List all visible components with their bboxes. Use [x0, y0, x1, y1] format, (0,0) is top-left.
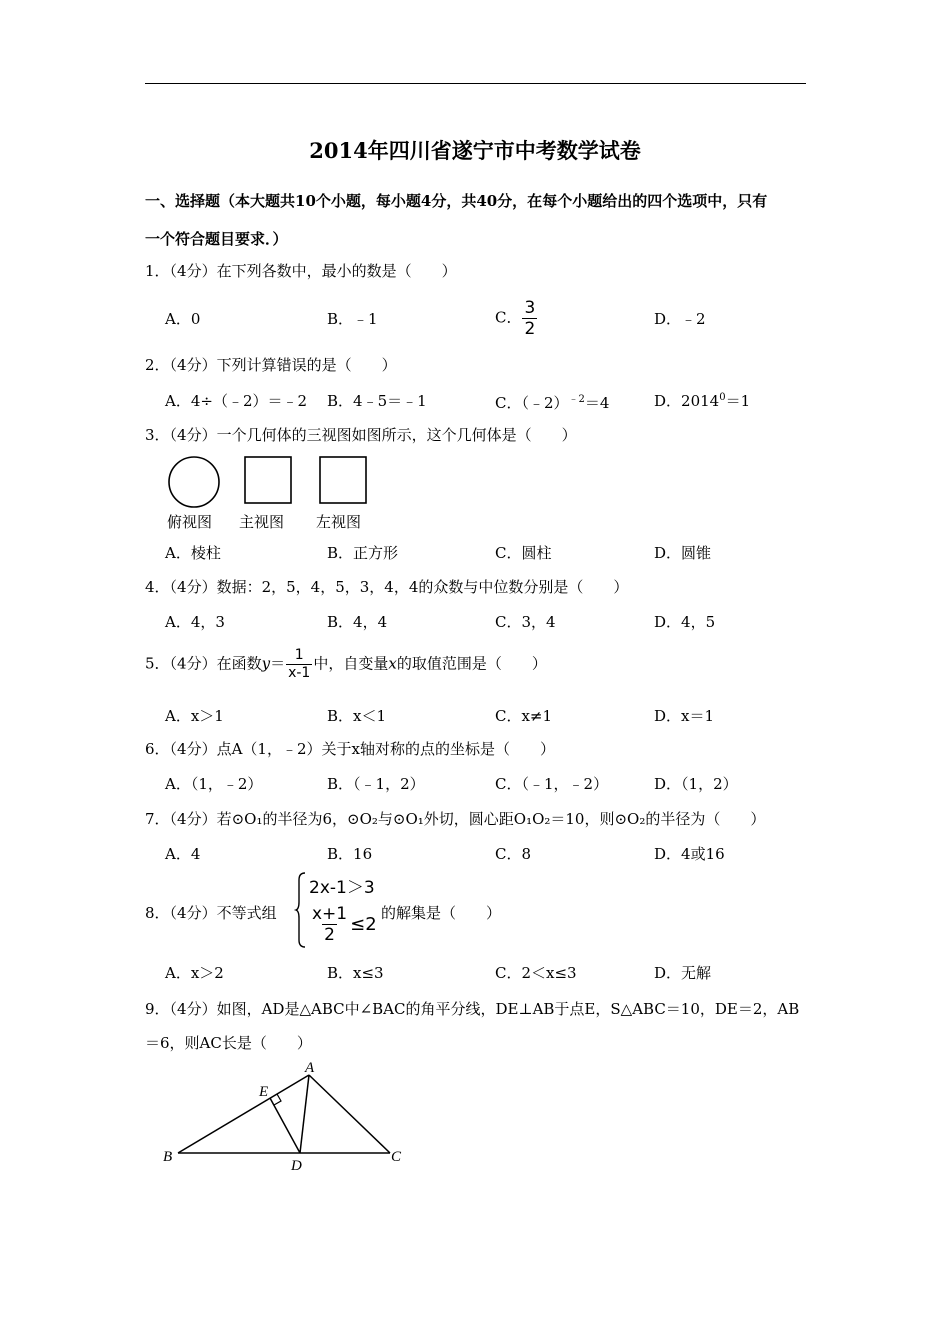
vertex-label-a: A — [305, 1060, 315, 1076]
triangle-figure — [160, 1058, 420, 1178]
q8-brace — [296, 872, 306, 948]
q5-fraction: $\frac{1}{x-1}$ — [288, 647, 311, 681]
view-caption-front: 主视图 — [239, 513, 285, 531]
vertex-label-d: D — [291, 1158, 302, 1174]
q8-option-b: B．x≤3 — [327, 964, 384, 982]
q5-option-c: C．x≠1 — [495, 707, 553, 725]
q1-option-c-label: C． — [495, 308, 522, 327]
front-view-square — [245, 457, 291, 503]
q8-inequality-2: $\frac{x+1}{2}$ ≤2 — [312, 904, 377, 945]
q8-stem-post: 的解集是（ ） — [381, 904, 502, 922]
q8-stem-pre: 8．（4分）不等式组 — [145, 904, 277, 922]
q1-option-c — [495, 298, 538, 339]
section-heading-line2: 一个符合题目要求．） — [145, 230, 288, 248]
q4-stem: 4．（4分）数据：2，5，4，5，3，4，4的众数与中位数分别是（ ） — [145, 578, 629, 596]
q4-option-b: B．4，4 — [327, 613, 388, 631]
q6-stem: 6．（4分）点A（1，﹣2）关于x轴对称的点的坐标是（ ） — [145, 740, 555, 758]
q3-stem: 3．（4分）一个几何体的三视图如图所示，这个几何体是（ ） — [145, 426, 577, 444]
vertex-label-e: E — [259, 1084, 269, 1100]
q9-stem-line2: ＝6，则AC长是（ ） — [145, 1034, 312, 1052]
q4-option-d: D．4，5 — [654, 613, 716, 631]
vertex-label-b: B — [163, 1149, 173, 1165]
page-title: 2014年四川省遂宁市中考数学试卷 — [309, 138, 641, 163]
q6-option-d: D．（1，2） — [654, 775, 738, 793]
q1-fraction: $\frac{3}{2}$ — [524, 298, 536, 339]
q3-option-b: B．正方形 — [327, 544, 399, 562]
q9-stem-line1: 9．（4分）如图，AD是△ABC中∠BAC的角平分线，DE⊥AB于点E，S△ABC＝10，DE＝2，AB — [145, 1000, 800, 1018]
view-caption-side: 左视图 — [316, 513, 362, 531]
three-views-figure — [160, 452, 380, 512]
q7-option-c: C．8 — [495, 845, 532, 863]
q1-option-b: B．﹣1 — [327, 310, 378, 328]
q3-option-a: A．棱柱 — [165, 544, 221, 562]
segment-ad — [300, 1075, 309, 1153]
q6-option-a: A．（1，﹣2） — [165, 775, 263, 793]
q2-option-b: B．4﹣5＝﹣1 — [327, 392, 427, 410]
header-rule — [145, 83, 806, 84]
q2-stem: 2．（4分）下列计算错误的是（ ） — [145, 356, 397, 374]
q5-option-b: B．x＜1 — [327, 707, 387, 725]
q4-option-c: C．3，4 — [495, 613, 556, 631]
q7-stem: 7．（4分）若⊙O₁的半径为6，⊙O₂与⊙O₁外切，圆心距O₁O₂＝10，则⊙O₂的半径为（ ） — [145, 810, 766, 828]
view-caption-top: 俯视图 — [167, 513, 213, 531]
q3-option-c: C．圆柱 — [495, 544, 552, 562]
q4-option-a: A．4，3 — [165, 613, 225, 631]
q5-stem: 5．（4分）在函数y＝ $\frac{1}{x-1}$ 中，自变量x的取值范围是（ ） — [145, 647, 547, 681]
section-heading-line1: 一、选择题（本大题共10个小题，每小题4分，共40分，在每个小题给出的四个选项中，只有 — [145, 192, 768, 210]
segment-ba — [178, 1075, 309, 1153]
q7-option-d: D．4或16 — [654, 845, 725, 863]
q6-option-b: B．（﹣1，2） — [327, 775, 425, 793]
q7-option-a: A．4 — [165, 845, 201, 863]
q2-option-c: C．（﹣2）$^{﹣2}$＝4 — [495, 394, 610, 412]
q8-option-c: C．2＜x≤3 — [495, 964, 577, 982]
vertex-label-c: C — [391, 1149, 402, 1165]
segment-ac — [309, 1075, 390, 1153]
q6-option-c: C．（﹣1，﹣2） — [495, 775, 609, 793]
top-view-circle — [169, 457, 219, 507]
q1-option-a: A．0 — [165, 310, 201, 328]
q8-option-a: A．x＞2 — [165, 964, 224, 982]
side-view-square — [320, 457, 366, 503]
q1-option-d: D．﹣2 — [654, 310, 706, 328]
q5-option-a: A．x＞1 — [165, 707, 224, 725]
q7-option-b: B．16 — [327, 845, 373, 863]
q2-option-a: A．4÷（﹣2）＝﹣2 — [165, 392, 308, 410]
q1-stem: 1．（4分）在下列各数中，最小的数是（ ） — [145, 262, 457, 280]
q5-option-d: D．x＝1 — [654, 707, 715, 725]
q3-option-d: D．圆锥 — [654, 544, 712, 562]
q8-inequality-1: 2x-1＞3 — [309, 878, 375, 898]
q8-option-d: D．无解 — [654, 964, 712, 982]
q2-option-d: D．$2014^0=1$ — [654, 392, 751, 410]
segment-de — [270, 1098, 300, 1153]
